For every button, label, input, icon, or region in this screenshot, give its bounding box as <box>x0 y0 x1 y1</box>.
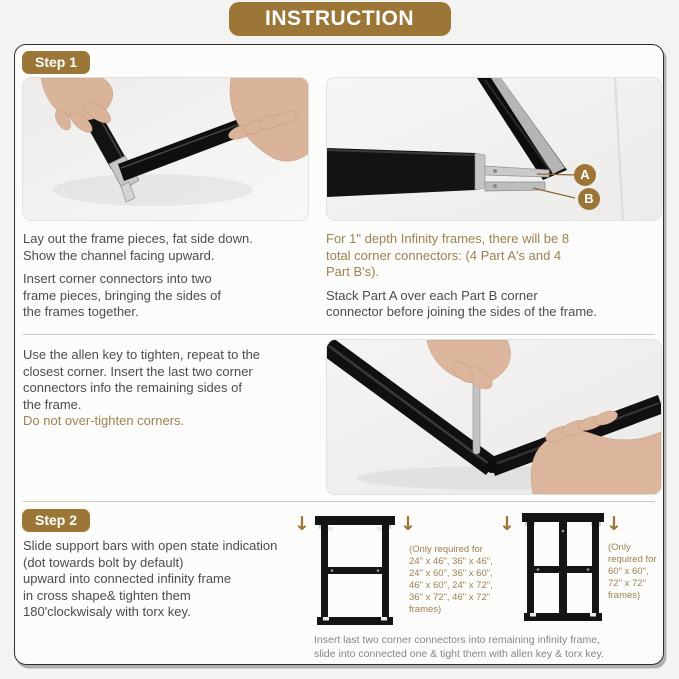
step1-badge: Step 1 <box>22 51 90 74</box>
text-line: the frame. <box>23 396 82 412</box>
cross-bar-frame-illustration <box>522 511 604 626</box>
text-line: 46" x 60", 24" x 72", <box>409 580 493 591</box>
text-line: 36" x 72", 46" x 72" <box>409 592 491 603</box>
divider <box>23 334 655 335</box>
text-line: Use the allen key to tighten, repeat to the <box>23 347 261 362</box>
label-part-a: A <box>574 164 596 186</box>
note-required-sizes-1 <box>409 544 493 616</box>
text-line: Slide support bars with open state indication <box>23 538 278 553</box>
step2-badge: Step 2 <box>22 509 90 532</box>
text-line: in cross shape& tighten them <box>23 587 191 603</box>
text-line: 24" x 60", 36" x 60", <box>409 568 493 579</box>
arrow-down-icon: ↓ <box>400 513 416 535</box>
text-line: required for <box>608 554 657 565</box>
text-line: (Only required for <box>409 544 483 555</box>
text-line: 60" x 60", <box>608 566 649 577</box>
text-line: frames) <box>409 604 442 615</box>
arrow-down-icon: ↓ <box>294 513 310 535</box>
connector-detail-illustration <box>327 78 661 220</box>
text-line: Insert corner connectors into two <box>23 271 212 286</box>
text-line: For 1" depth Infinity frames, there will be 8 <box>326 231 570 246</box>
photo-allen-key-tightening <box>326 339 662 495</box>
text-line: Part B's). <box>326 264 380 279</box>
text-line: connectors info the remaining sides of <box>23 380 242 395</box>
text-line: total corner connectors: (4 Part A's and 4 <box>326 247 562 263</box>
arrow-down-icon: ↓ <box>499 513 515 535</box>
diagram-single-support-bar <box>315 511 395 635</box>
allen-key-instructions <box>23 347 315 430</box>
text-line: connector before joining the sides of the frame. <box>326 304 597 319</box>
text-line: (dot towards bolt by default) <box>23 554 184 570</box>
divider <box>23 501 655 502</box>
text-line: Lay out the frame pieces, fat side down. <box>23 231 253 246</box>
label-part-b: B <box>578 188 600 210</box>
text-line: Stack Part A over each Part B corner <box>326 287 538 303</box>
text-line: frames) <box>608 590 641 601</box>
step1-right-text <box>326 231 660 328</box>
diagram-cross-support-bars <box>522 511 604 631</box>
text-line: the frames together. <box>23 304 139 319</box>
photo-step1-connector-detail <box>326 77 662 221</box>
text-line: Insert last two corner connectors into remaining infinity frame, <box>314 634 600 646</box>
text-line: closest corner. Insert the last two corner <box>23 363 253 379</box>
text-line: upward into connected infinity frame <box>23 571 232 586</box>
text-line: (Only <box>608 542 631 553</box>
note-required-sizes-2 <box>608 542 657 602</box>
step2-text <box>23 538 315 621</box>
text-line: 24" x 46", 36" x 46", <box>409 556 493 567</box>
text-line: frame pieces, bringing the sides of <box>23 287 221 303</box>
arrow-down-icon: ↓ <box>606 513 622 535</box>
text-line: 72" x 72" <box>608 578 646 589</box>
photo-step1-corner-assembly <box>22 77 309 221</box>
warning-text: Do not over-tighten corners. <box>23 413 185 428</box>
single-bar-frame-illustration <box>315 511 395 630</box>
text-line: Show the channel facing upward. <box>23 247 215 263</box>
page-title: INSTRUCTION <box>229 2 451 36</box>
allen-key-illustration <box>327 340 661 494</box>
instruction-card <box>14 44 664 665</box>
bottom-caption <box>314 634 604 661</box>
step1-left-text <box>23 231 315 328</box>
corner-assembly-illustration <box>23 78 308 220</box>
text-line: slide into connected one & tight them with allen key & torx key. <box>314 647 604 660</box>
text-line: 180'clockwisaly with torx key. <box>23 604 191 619</box>
